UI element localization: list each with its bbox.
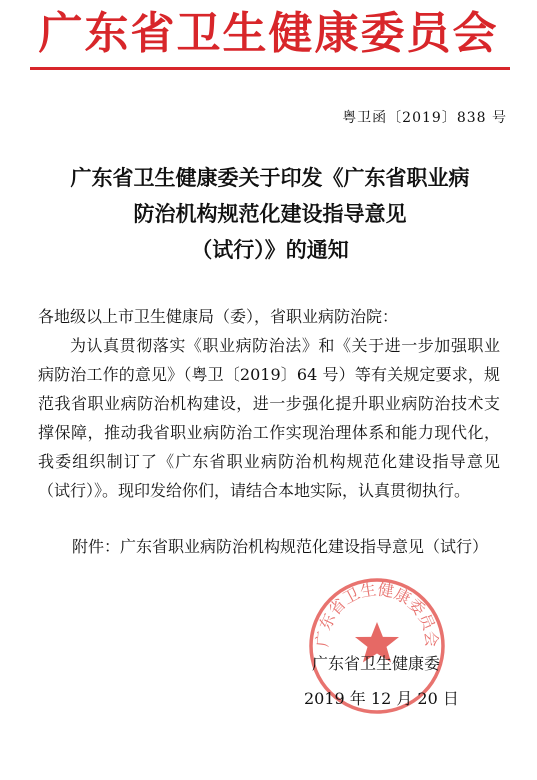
body-paragraph: 为认真贯彻落实《职业病防治法》和《关于进一步加强职业病防治工作的意见》（粤卫〔2019〕64 号）等有关规定要求，规范我省职业病防治机构建设，进一步强化提升职业病防治技术支撑保障，推动我省职业病防治工作实现治理体系和能力现代化，我委组织制订了《广东省职业病防治机构规范化建设指导意见（试行）》。现印发给你们，请结合本地实际，认真贯彻执行。 — [38, 336, 500, 500]
attachment-line: 附件：广东省职业病防治机构规范化建设指导意见（试行） — [72, 537, 489, 556]
document-title-line-2: 防治机构规范化建设指导意见 — [133, 201, 407, 226]
letterhead-rule — [30, 67, 510, 70]
signer-name: 广东省卫生健康委 — [312, 654, 441, 673]
document-title-line-1: 广东省卫生健康委关于印发《广东省职业病 — [70, 165, 470, 190]
document-title — [40, 160, 500, 268]
seal-ring-text: 广东省卫生健康委员会 — [312, 579, 442, 648]
salutation: 各地级以上市卫生健康局（委），省职业病防治院： — [38, 307, 399, 326]
issue-date: 2019 年 12 月 20 日 — [304, 689, 459, 708]
document-body — [38, 302, 500, 505]
letterhead-title: 广东省卫生健康委员会 — [38, 8, 499, 59]
document-title-line-3: （试行）》的通知 — [191, 237, 349, 262]
document-number: 粤卫函〔2019〕838 号 — [342, 110, 507, 126]
